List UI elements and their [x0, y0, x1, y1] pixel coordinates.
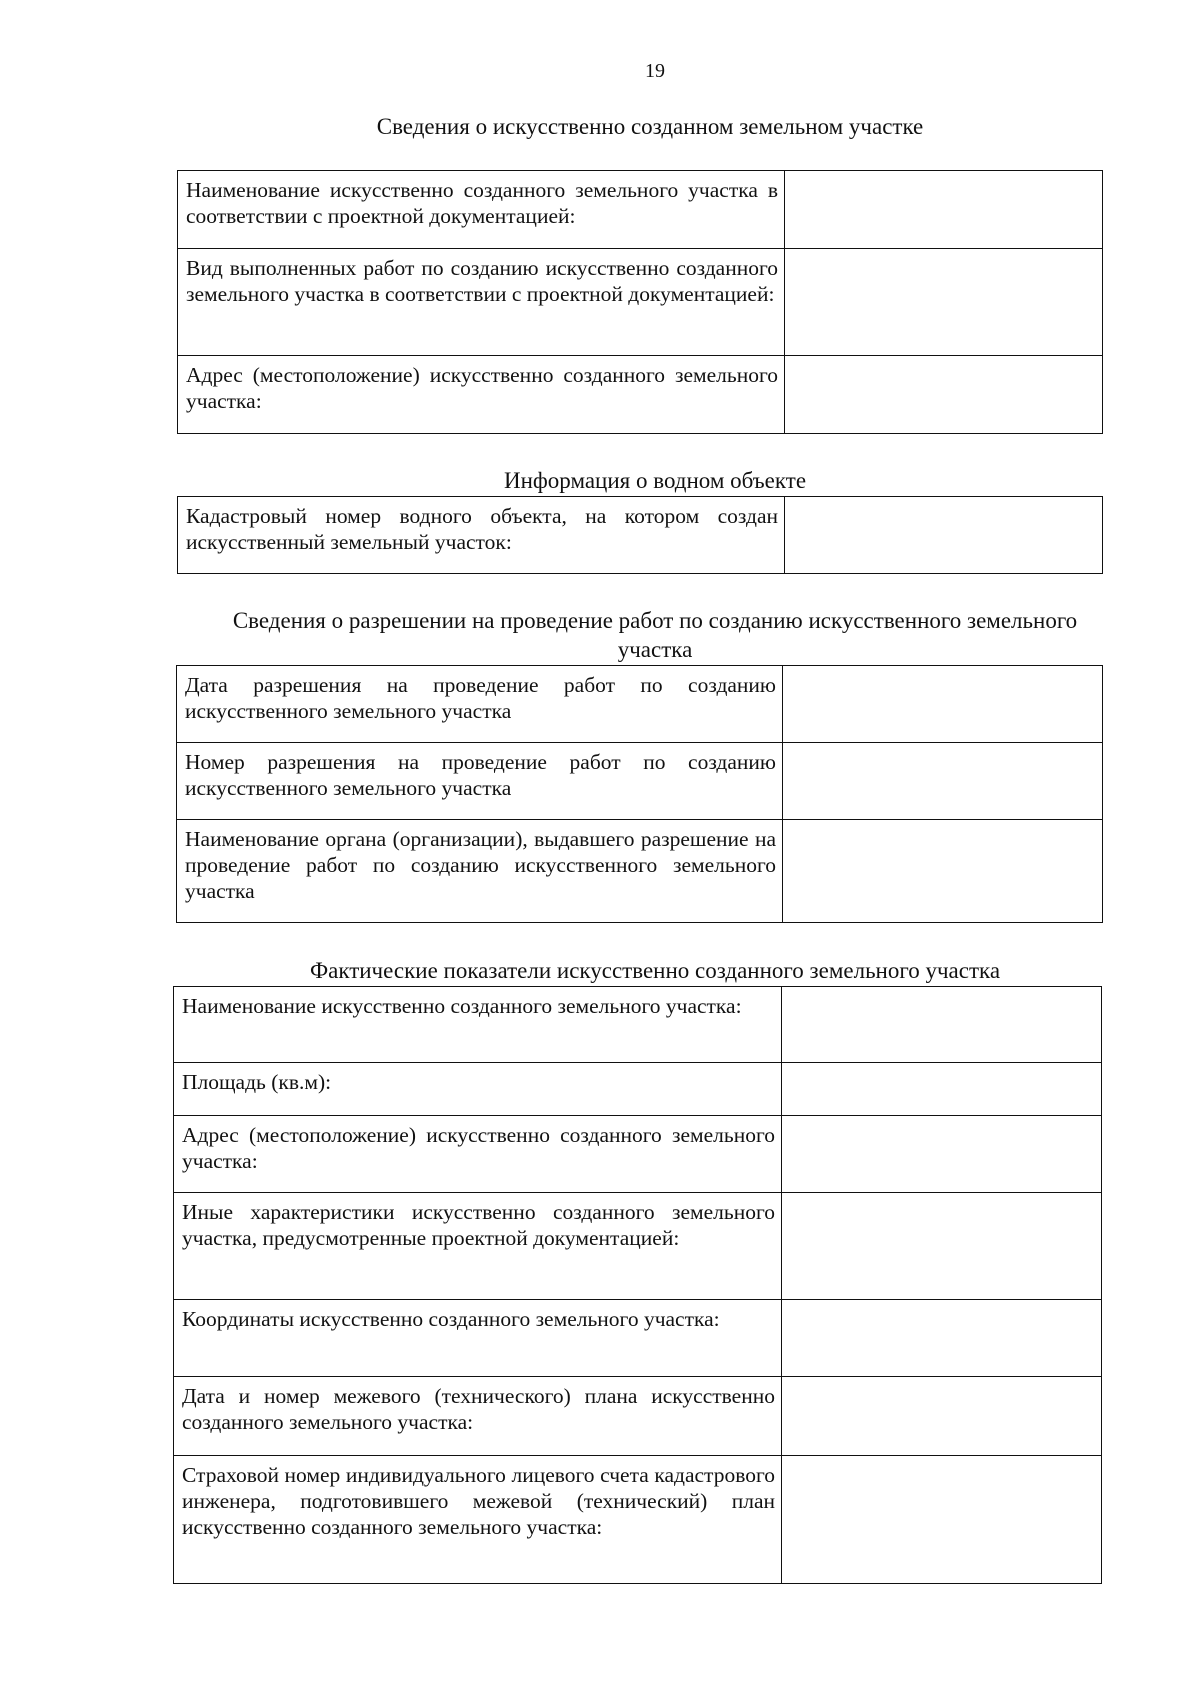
land-plot-info-table	[177, 170, 1103, 434]
table-row	[174, 1063, 1102, 1116]
table-row	[174, 1456, 1102, 1584]
table-row	[174, 1193, 1102, 1300]
field-value-permit-number[interactable]	[783, 743, 1103, 820]
field-label-coordinates: Координаты искусственно созданного земельного участка:	[174, 1300, 782, 1377]
water-object-table	[177, 496, 1103, 574]
table-row	[174, 1116, 1102, 1193]
field-value-survey-plan[interactable]	[782, 1377, 1102, 1456]
field-label-survey-plan: Дата и номер межевого (технического) плана искусственно созданного земельного участка:	[174, 1377, 782, 1456]
field-value-coordinates[interactable]	[782, 1300, 1102, 1377]
field-label-issuing-authority: Наименование органа (организации), выдавшего разрешение на проведение работ по созданию искусственного земельного участка	[177, 820, 783, 923]
field-value-issuing-authority[interactable]	[783, 820, 1103, 923]
field-label-area: Площадь (кв.м):	[174, 1063, 782, 1116]
field-label-actual-plot-name: Наименование искусственно созданного земельного участка:	[174, 987, 782, 1063]
field-label-work-type: Вид выполненных работ по созданию искусственно созданного земельного участка в соответствии с проектной документацией:	[178, 249, 785, 356]
section-title-permit-info: Сведения о разрешении на проведение работ по созданию искусственного земельного участка	[232, 608, 1078, 662]
field-value-plot-name[interactable]	[785, 171, 1103, 249]
field-value-area[interactable]	[782, 1063, 1102, 1116]
field-value-work-type[interactable]	[785, 249, 1103, 356]
field-value-other-characteristics[interactable]	[782, 1193, 1102, 1300]
page-number: 19	[645, 60, 665, 82]
section-title-actual-indicators: Фактические показатели искусственно созданного земельного участка	[309, 958, 1001, 983]
field-label-plot-address: Адрес (местоположение) искусственно созданного земельного участка:	[178, 356, 785, 434]
section-title-water-object: Информация о водном объекте	[503, 468, 807, 493]
field-value-permit-date[interactable]	[783, 666, 1103, 743]
table-row	[178, 249, 1103, 356]
table-row	[177, 666, 1103, 743]
field-label-actual-address: Адрес (местоположение) искусственно созданного земельного участка:	[174, 1116, 782, 1193]
field-value-water-cadastral-number[interactable]	[785, 497, 1103, 574]
actual-indicators-table	[173, 986, 1102, 1584]
field-label-plot-name: Наименование искусственно созданного земельного участка в соответствии с проектной документацией:	[178, 171, 785, 249]
section-title-land-plot-info: Сведения о искусственно созданном земельном участке	[376, 114, 924, 139]
field-value-plot-address[interactable]	[785, 356, 1103, 434]
table-row	[174, 1377, 1102, 1456]
table-row	[177, 820, 1103, 923]
field-value-engineer-snils[interactable]	[782, 1456, 1102, 1584]
permit-info-table	[176, 665, 1103, 923]
table-row	[174, 987, 1102, 1063]
table-row	[178, 356, 1103, 434]
table-row	[174, 1300, 1102, 1377]
field-label-other-characteristics: Иные характеристики искусственно созданного земельного участка, предусмотренные проектной документацией:	[174, 1193, 782, 1300]
field-label-water-cadastral-number: Кадастровый номер водного объекта, на котором создан искусственный земельный участок:	[178, 497, 785, 574]
field-label-permit-date: Дата разрешения на проведение работ по созданию искусственного земельного участка	[177, 666, 783, 743]
table-row	[177, 743, 1103, 820]
table-row	[178, 171, 1103, 249]
table-row	[178, 497, 1103, 574]
field-value-actual-plot-name[interactable]	[782, 987, 1102, 1063]
field-value-actual-address[interactable]	[782, 1116, 1102, 1193]
field-label-engineer-snils: Страховой номер индивидуального лицевого счета кадастрового инженера, подготовившего межевой (технический) план искусственно созданного земельного участка:	[174, 1456, 782, 1584]
field-label-permit-number: Номер разрешения на проведение работ по созданию искусственного земельного участка	[177, 743, 783, 820]
